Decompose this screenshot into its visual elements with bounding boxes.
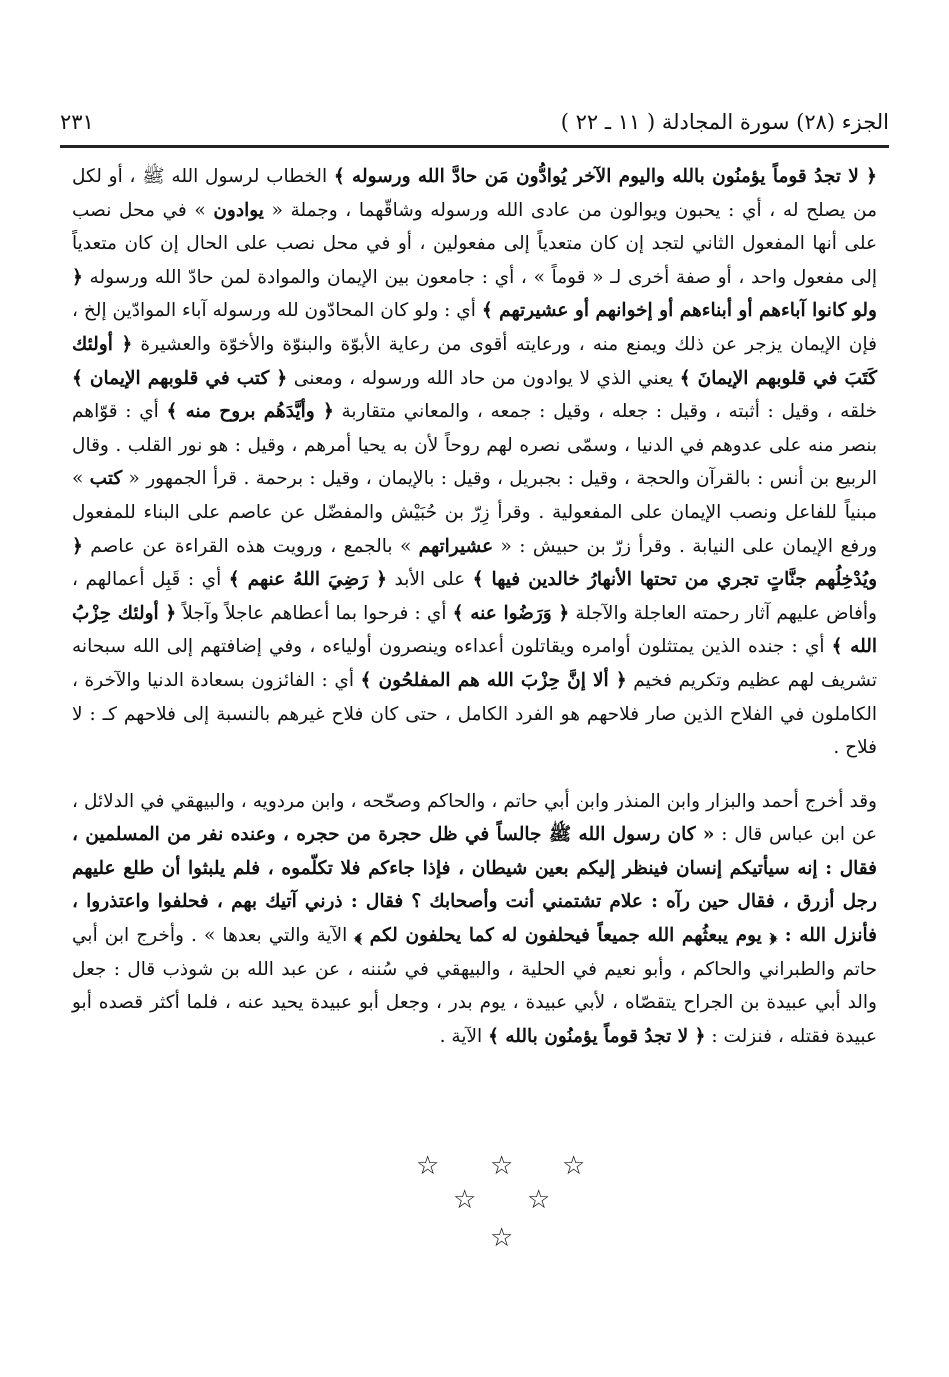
quran-quote: ﴿ رَضِيَ اللهُ عنهم ﴾ <box>228 569 388 591</box>
star-icon: ☆ <box>416 1151 440 1181</box>
commentary-text: أي : ولو كان المحادّون لله ورسوله آباء الموادّين إلخ ، فإن الإيمان يزجر عن ذلك ويمنع منه ، ورعايته أقوى من رعاية الأبوّة والبنوّة والأخوّة والعشيرة <box>72 300 877 355</box>
quran-quote: ﴿ وأيَّدَهُم بروح منه ﴾ <box>166 401 334 423</box>
commentary-text: على الأبد <box>387 569 473 591</box>
commentary-text: » بالجمع ، ورويت هذه القراءة عن عاصم <box>82 535 419 557</box>
header-title: الجزء (٢٨) سورة المجادلة ( ١١ ـ ٢٢ ) <box>560 110 889 134</box>
running-header <box>60 104 889 140</box>
commentary-paragraph <box>72 160 877 765</box>
narration-text: الآية . <box>439 1025 489 1047</box>
narration-text: الآية والتي بعدها » . وأخرج ابن أبي حاتم والطبراني والحاكم ، وأبو نعيم في الحلية ، والبيهقي في سُننه ، عن عبد الله بن شوذب قال : جعل والد أبي عبيدة بن الجراح يتقصّاه ، لأبي عبيدة ، يوم بدر ، وجعل أبو عبيدة يحيد عنه ، فلما أكثر قصده أبو عبيدة فقتله ، فنزلت : <box>72 925 877 1047</box>
section-divider-stars <box>0 1145 949 1255</box>
header-rule <box>60 145 889 148</box>
quran-word: عشيراتهم <box>418 535 494 557</box>
quran-quote: ﴿ أولئك حِزْبُ الله ﴾ <box>72 602 877 658</box>
quran-word: يوادون <box>213 199 264 221</box>
commentary-text: أي : الفائزون بسعادة الدنيا والآخرة ، الكاملون في الفلاح الذين صار فلاحهم هو الفرد الكامل ، حتى كان فلاح غيرهم بالنسبة إلى فلاحهم كـ : لا فلاح . <box>72 669 877 759</box>
star-icon: ☆ <box>490 1223 514 1253</box>
star-icon: ☆ <box>490 1151 514 1181</box>
quran-quote: ﴿ ولو كانوا آباءهم أو أبناءهم أو إخوانهم أو عشيرتهم ﴾ <box>72 266 877 322</box>
commentary-text: خلقه ، وقيل : أثبته ، وقيل : جعله ، وقيل : جمعه ، والمعاني متقاربة <box>333 401 878 423</box>
quran-quote: ﴿ أولئك كَتَبَ في قلوبهم الإيمانَ ﴾ <box>72 333 877 389</box>
commentary-text: أي : قوّاهم بنصر منه على عدوهم في الدنيا ، وسمّى نصره لهم روحاً لأن به يحيا أمرهم ، وقيل : هو نور القلب . وقال الربيع بن أنس : بالقرآن والحجة ، وقيل : بجبريل ، وقيل : بالإيمان ، وقيل : برحمة . قرأ الجمهور « <box>72 401 877 490</box>
quran-quote: ﴿ لا تجدُ قوماً يؤمنُون بالله واليوم الآخر يُوادُّون مَن حادَّ الله ورسوله ﴾ <box>333 166 877 187</box>
page-number: ٢٣١ <box>60 110 94 134</box>
star-icon: ☆ <box>527 1185 551 1215</box>
page-body <box>72 160 877 1053</box>
quran-quote: ﴿ كتب في قلوبهم الإيمان ﴾ <box>72 367 288 389</box>
quran-quote: ﴿ لا تجدُ قوماً يؤمنُون بالله ﴾ <box>488 1025 706 1047</box>
commentary-text: أي : جنده الذين يمتثلون أوامره ويقاتلون أعداءه وينصرون أولياءه ، وفي إضافتهم إلى الله سبحانه تشريف لهم عظيم وتكريم فخيم <box>72 636 878 691</box>
commentary-text: يعني الذي لا يوادون من حاد الله ورسوله ، ومعنى <box>287 367 680 389</box>
narration-text: وقد أخرج أحمد والبزار وابن المنذر وابن أبي حاتم ، والحاكم وصحّحه ، وابن مردويه ، والبيهقي في الدلائل ، عن ابن عباس قال : <box>72 790 877 846</box>
hadith-paragraph <box>72 785 877 1054</box>
quran-word: كتب <box>89 468 123 490</box>
quran-quote: ﴿ ويُدْخِلُهم جنَّاتٍ تجري من تحتها الأنهارُ خالدين فيها ﴾ <box>72 535 878 591</box>
commentary-text: أي : فرحوا بما أعطاهم عاجلاً وآجلاً <box>176 602 453 624</box>
star-icon: ☆ <box>453 1185 477 1215</box>
star-icon: ☆ <box>562 1151 586 1181</box>
commentary-text: » في محل نصب على أنها المفعول الثاني لتجد إن كان متعدياً إلى مفعولين ، أو في محل نصب على الحال إن كان متعدياً إلى مفعول واحد ، أو صفة أخرى لـ « قوماً » ، أي : جامعون بين الإيمان والموادة لمن حادّ الله ورسوله <box>72 199 877 288</box>
commentary-text: » مبنياً للفاعل ونصب الإيمان على المفعولية . وقرأ زِرّ بن حُبَيْش والمفضّل عن عاصم على البناء للمفعول ورفع الإيمان على النيابة . وقرأ زرّ بن حبيش : « <box>72 468 877 557</box>
commentary-text: الخطاب لرسول الله ﷺ ، أو لكل من يصلح له ، أي : يحبون ويوالون من عادى الله ورسوله وشاقّهما ، وجملة « <box>72 166 877 221</box>
quran-quote: ﴿ وَرَضُوا عنه ﴾ <box>452 602 570 624</box>
commentary-text: أي : قَبِل أعمالهم ، وأفاض عليهم آثار رحمته العاجلة والآجلة <box>72 569 877 624</box>
quran-quote: ﴿ ألا إنَّ حِزْبَ الله هم المفلحُون ﴾ <box>360 669 627 691</box>
hadith-quote: « كان رسول الله ﷺ جالساً في ظل حجرة من حجره ، وعنده نفر من المسلمين ، فقال : إنه سيأتيكم إنسان فينظر إليكم بعين شيطان ، فإذا جاءكم فلا تكلّموه ، فلم يلبثوا أن طلع عليهم رجل أزرق ، فقال حين رآه : علام تشتمني أنت وأصحابك ؟ فقال : ذرني آتيك بهم ، فحلفوا واعتذروا ، فأنزل الله : ﴿ يوم يبعثُهم الله جميعاً فيحلفون له كما يحلفون لكم ﴾ <box>72 824 877 947</box>
